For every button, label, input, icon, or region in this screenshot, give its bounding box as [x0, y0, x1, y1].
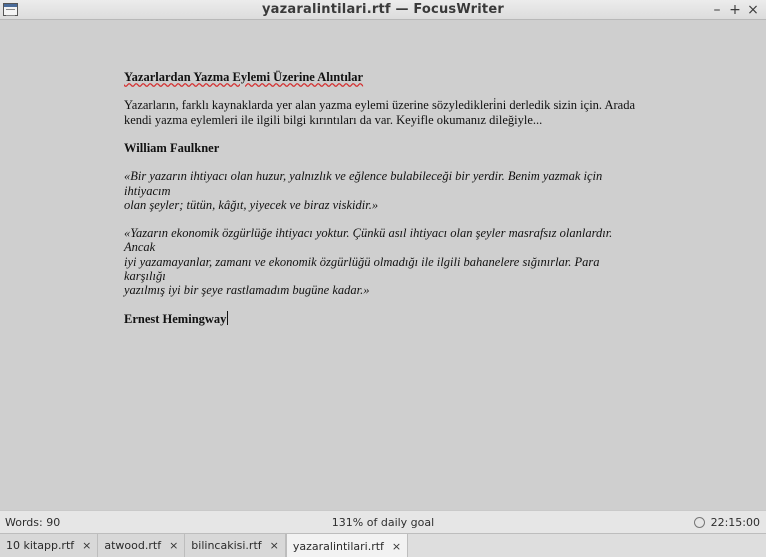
document-heading: Yazarlardan Yazma Eylemi Üzerine Alıntılar [124, 70, 364, 84]
tab-label: atwood.rtf [104, 539, 162, 552]
quote-1-line-2: olan şeyler; tütün, kâğıt, yiyecek ve biraz viskidir.» [124, 197, 379, 212]
window-title: yazaralintilari.rtf — FocusWriter [262, 2, 504, 17]
tab-close-icon[interactable]: × [82, 539, 92, 552]
document-tabs [0, 533, 766, 557]
tab-label: yazaralintilari.rtf [292, 539, 384, 553]
tab-10-kitapp[interactable] [0, 534, 98, 557]
tab-close-icon[interactable]: × [391, 539, 402, 553]
quote-2-line-3: yazılmış iyi bir şeye rastlamadım bugüne kadar.» [124, 282, 370, 297]
timer-icon[interactable] [694, 517, 705, 528]
close-button[interactable]: × [747, 2, 759, 18]
daily-goal-progress: 131% of daily goal [331, 516, 435, 529]
tab-bilincakisi[interactable] [185, 534, 286, 557]
author-name-hemingway: Ernest Hemingway [124, 312, 227, 327]
quote-2-line-2: iyi yazamayanlar, zamanı ve ekonomik özgürlüğü olmadığı ile ilgili bahanelere sığınırlar. Para karşılığı [124, 254, 600, 283]
document-text[interactable] [124, 70, 644, 327]
tab-close-icon[interactable]: × [269, 539, 279, 552]
text-cursor [227, 311, 228, 325]
clock-time: 22:15:00 [710, 516, 760, 529]
tab-label: 10 kitapp.rtf [6, 539, 75, 552]
tab-close-icon[interactable]: × [169, 539, 179, 552]
tab-label: bilincakisi.rtf [191, 539, 262, 552]
word-count: Words: 90 [5, 516, 61, 529]
window-controls [710, 0, 760, 20]
quote-2-line-1: «Yazarın ekonomik özgürlüğe ihtiyacı yoktur. Çünkü asıl ihtiyacı olan şeyler masrafsız olanlardır. Ancak [124, 226, 613, 255]
tab-yazaralintilari[interactable] [286, 534, 408, 557]
app-window-icon[interactable] [3, 3, 18, 16]
editor-area[interactable] [0, 21, 766, 510]
quote-1-line-1: «Bir yazarın ihtiyacı olan huzur, yalnızlık ve eğlence bulabileceği bir yerdir. Benim yazmak için ihtiyacım [124, 169, 603, 198]
tab-atwood[interactable] [98, 534, 185, 557]
status-bar [0, 510, 766, 533]
intro-line-2: kendi yazma eylemleri ile ilgili bilgi kırıntıları da var. Keyifle okumanız dileğiyle... [124, 112, 543, 127]
clock [694, 516, 760, 529]
maximize-button[interactable]: + [729, 2, 741, 18]
title-bar [0, 0, 766, 20]
intro-line-1: Yazarların, farklı kaynaklarda yer alan yazma eylemi üzerine sözyledikleri̇ni derledik sizin için. Arada [124, 98, 636, 113]
minimize-button[interactable]: – [713, 2, 721, 18]
author-name-faulkner: William Faulkner [124, 140, 220, 155]
